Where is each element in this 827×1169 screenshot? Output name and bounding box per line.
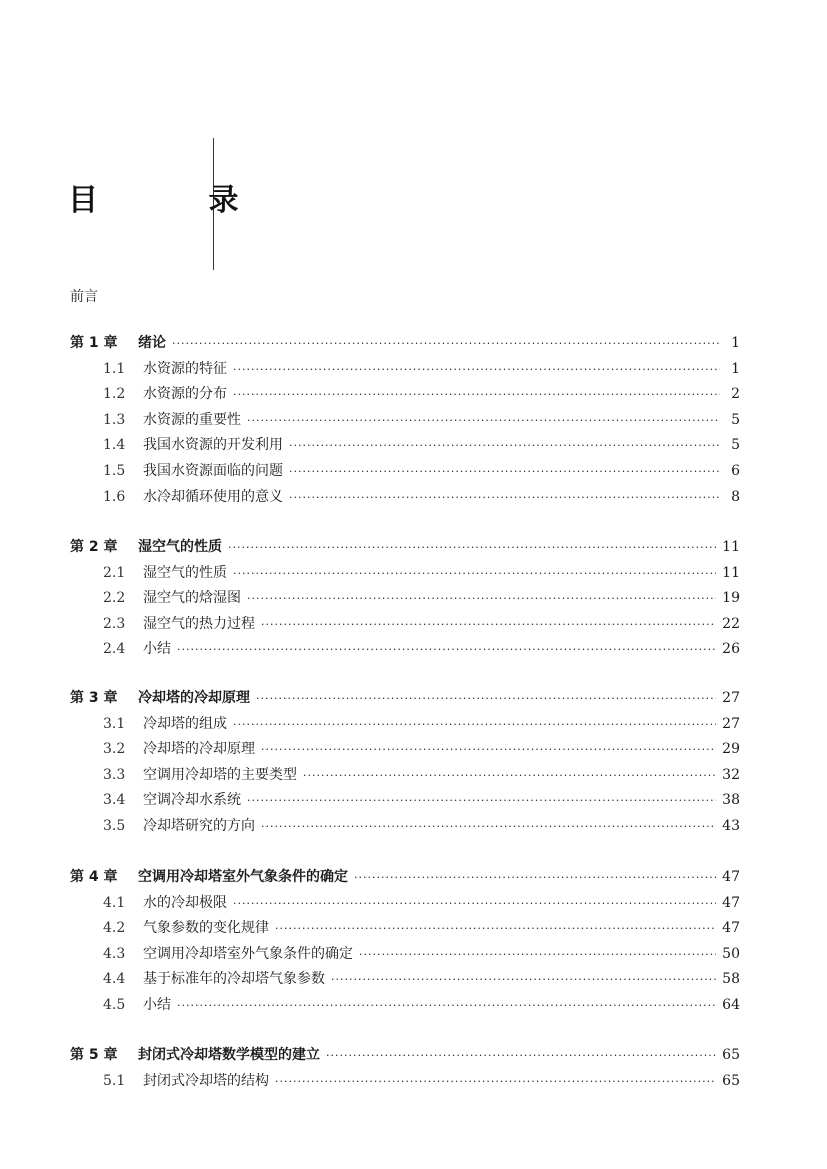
dot-leader (261, 741, 716, 759)
section-title: 基于标准年的冷却塔气象参数 (143, 971, 325, 987)
page-number: 6 (731, 463, 740, 479)
section-title: 气象参数的变化规律 (143, 920, 269, 936)
section-number: 1.3 (103, 412, 126, 428)
dot-leader (289, 437, 720, 455)
section-title: 冷却塔研究的方向 (143, 818, 255, 834)
page-number: 1 (731, 335, 740, 351)
chapter-title: 湿空气的性质 (138, 539, 222, 555)
page-number: 47 (722, 869, 740, 885)
page-number: 2 (731, 386, 740, 402)
section-number: 1.5 (103, 463, 126, 479)
toc-chapter-entry[interactable] (70, 538, 740, 557)
page-number: 5 (731, 412, 740, 428)
page-number: 5 (731, 437, 740, 453)
preface-entry[interactable]: 前言 (70, 289, 98, 305)
section-title: 水资源的分布 (143, 386, 227, 402)
page-number: 47 (722, 920, 740, 936)
dot-leader (354, 869, 716, 887)
chapter-number: 第 5 章 (70, 1047, 118, 1063)
page-number: 47 (722, 895, 740, 911)
page-number: 32 (722, 767, 740, 783)
chapter-number: 第 4 章 (70, 869, 118, 885)
chapter-title: 封闭式冷却塔数学模型的建立 (138, 1047, 320, 1063)
section-number: 2.1 (103, 565, 126, 581)
section-number: 4.1 (103, 895, 126, 911)
page-number: 1 (731, 361, 740, 377)
dot-leader (233, 361, 720, 379)
dot-leader (359, 946, 716, 964)
chapter-title: 空调用冷却塔室外气象条件的确定 (138, 869, 348, 885)
dot-leader (228, 539, 716, 557)
section-number: 5.1 (103, 1073, 126, 1089)
section-number: 2.3 (103, 616, 126, 632)
section-title: 空调冷却水系统 (143, 792, 241, 808)
section-title: 冷却塔的组成 (143, 716, 227, 732)
toc-section-entry[interactable] (103, 589, 740, 608)
dot-leader (247, 590, 716, 608)
toc-section-entry[interactable] (103, 817, 740, 836)
section-number: 3.4 (103, 792, 126, 808)
toc-section-entry[interactable] (103, 740, 740, 759)
chapter-number: 第 3 章 (70, 690, 118, 706)
toc-chapter-entry[interactable] (70, 868, 740, 887)
page-number: 65 (722, 1073, 740, 1089)
dot-leader (326, 1047, 716, 1065)
toc-section-entry[interactable] (103, 1072, 740, 1091)
page-number: 50 (722, 946, 740, 962)
section-number: 2.4 (103, 641, 126, 657)
toc-section-entry[interactable] (103, 970, 740, 989)
section-title: 冷却塔的冷却原理 (143, 741, 255, 757)
toc-section-entry[interactable] (103, 945, 740, 964)
section-title: 水冷却循环使用的意义 (143, 489, 283, 505)
toc-section-entry[interactable] (103, 894, 740, 913)
toc-chapter-entry[interactable] (70, 689, 740, 708)
page-number: 27 (722, 716, 740, 732)
dot-leader (275, 920, 716, 938)
section-title: 湿空气的性质 (143, 565, 227, 581)
section-number: 1.4 (103, 437, 126, 453)
toc-section-entry[interactable] (103, 919, 740, 938)
toc-section-entry[interactable] (103, 436, 740, 455)
section-title: 水的冷却极限 (143, 895, 227, 911)
dot-leader (261, 818, 716, 836)
page-number: 8 (731, 489, 740, 505)
page-number: 11 (722, 539, 740, 555)
section-title: 空调用冷却塔的主要类型 (143, 767, 297, 783)
dot-leader (177, 997, 716, 1015)
section-number: 1.2 (103, 386, 126, 402)
dot-leader (177, 641, 716, 659)
section-number: 4.2 (103, 920, 126, 936)
toc-section-entry[interactable] (103, 488, 740, 507)
chapter-number: 第 2 章 (70, 539, 118, 555)
toc-section-entry[interactable] (103, 360, 740, 379)
toc-section-entry[interactable] (103, 564, 740, 583)
toc-section-entry[interactable] (103, 996, 740, 1015)
dot-leader (331, 971, 716, 989)
page-number: 11 (722, 565, 740, 581)
page-number: 58 (722, 971, 740, 987)
page-number: 27 (722, 690, 740, 706)
toc-chapter-entry[interactable] (70, 334, 740, 353)
dot-leader (247, 412, 720, 430)
toc-section-entry[interactable] (103, 791, 740, 810)
section-title: 湿空气的热力过程 (143, 616, 255, 632)
page-number: 29 (722, 741, 740, 757)
section-title: 空调用冷却塔室外气象条件的确定 (143, 946, 353, 962)
section-number: 1.1 (103, 361, 126, 377)
chapter-title: 绪论 (138, 335, 166, 351)
section-number: 4.3 (103, 946, 126, 962)
toc-chapter-entry[interactable] (70, 1046, 740, 1065)
section-title: 水资源的特征 (143, 361, 227, 377)
dot-leader (303, 767, 716, 785)
toc-section-entry[interactable] (103, 385, 740, 404)
chapter-title: 冷却塔的冷却原理 (138, 690, 250, 706)
dot-leader (233, 716, 716, 734)
section-title: 我国水资源面临的问题 (143, 463, 283, 479)
section-title: 小结 (143, 997, 171, 1013)
dot-leader (256, 690, 716, 708)
page-number: 65 (722, 1047, 740, 1063)
section-number: 3.1 (103, 716, 126, 732)
section-title: 我国水资源的开发利用 (143, 437, 283, 453)
dot-leader (275, 1073, 716, 1091)
toc-section-entry[interactable] (103, 766, 740, 785)
section-number: 3.3 (103, 767, 126, 783)
page-number: 26 (722, 641, 740, 657)
toc-section-entry[interactable] (103, 640, 740, 659)
dot-leader (233, 386, 720, 404)
page-number: 64 (722, 997, 740, 1013)
section-title: 封闭式冷却塔的结构 (143, 1073, 269, 1089)
page-number: 38 (722, 792, 740, 808)
toc-section-entry[interactable] (103, 715, 740, 734)
dot-leader (289, 489, 720, 507)
page-number: 19 (722, 590, 740, 606)
page-number: 22 (722, 616, 740, 632)
dot-leader (289, 463, 720, 481)
section-number: 3.5 (103, 818, 126, 834)
toc-section-entry[interactable] (103, 615, 740, 634)
page-number: 43 (722, 818, 740, 834)
page-title: 目 录 (68, 183, 289, 218)
dot-leader (233, 565, 716, 583)
section-number: 4.5 (103, 997, 126, 1013)
section-number: 1.6 (103, 489, 126, 505)
toc-section-entry[interactable] (103, 411, 740, 430)
section-number: 3.2 (103, 741, 126, 757)
dot-leader (247, 792, 716, 810)
chapter-number: 第 1 章 (70, 335, 118, 351)
section-title: 湿空气的焓湿图 (143, 590, 241, 606)
dot-leader (172, 335, 720, 353)
toc-section-entry[interactable] (103, 462, 740, 481)
dot-leader (233, 895, 716, 913)
section-number: 2.2 (103, 590, 126, 606)
section-title: 水资源的重要性 (143, 412, 241, 428)
dot-leader (261, 616, 716, 634)
section-number: 4.4 (103, 971, 126, 987)
section-title: 小结 (143, 641, 171, 657)
